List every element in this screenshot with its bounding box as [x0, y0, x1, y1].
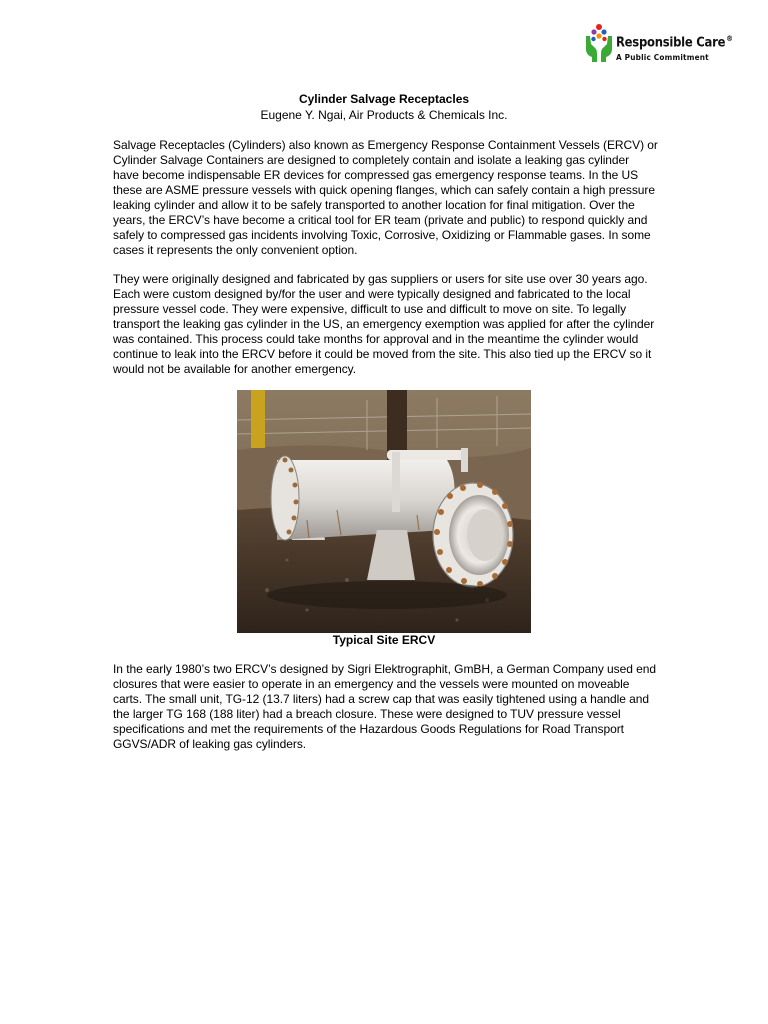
document-title: Cylinder Salvage Receptacles: [298, 92, 470, 106]
registered-mark: ®: [726, 34, 733, 43]
logo-title: Responsible Care®: [616, 34, 733, 51]
body-paragraph: They were originally designed and fabricated by gas suppliers or users for site use over 30 years ago. Each were custom designed by/for the user and were typically designed and fabricated to the local pressure vessel code. They were expensive, difficult to use and difficult to move on site. To legally transport the leaking gas cylinder in the US, an emergency exemption was applied for after the cylinder was contained. This process could take months for approval and in the meantime the cylinder would continue to leak into the ERCV before it could be moved from the site. This also tied up the ERCV so it would not be available for another emergency.: [113, 272, 655, 376]
document-author: Eugene Y. Ngai, Air Products & Chemicals Inc.: [260, 108, 508, 122]
responsible-care-logo: [584, 22, 744, 68]
figure-caption: Typical Site ERCV: [332, 633, 436, 647]
logo-tagline: A Public Commitment: [616, 53, 709, 62]
responsible-care-hands-icon: [584, 22, 614, 64]
body-paragraph: In the early 1980’s two ERCV’s designed by Sigri Elektrographit, GmBH, a German Company used end closures that were easier to operate in an emergency and the vessels were mounted on moveable carts. The small unit, TG-12 (13.7 liters) had a screw cap that was easily tightened using a handle and the larger TG 168 (188 liter) had a breach closure. These were designed to TUV pressure vessel specifications and met the requirements of the Hazardous Goods Regulations for Road Transport GGVS/ADR of leaking gas cylinders.: [113, 662, 657, 751]
ercv-photo: [237, 390, 531, 633]
body-paragraph: Salvage Receptacles (Cylinders) also known as Emergency Response Containment Vessels (ERCV) or Cylinder Salvage Containers are designed to completely contain and isolate a leaking gas cylinder have become indispensable ER devices for compressed gas emergency response teams. In the US these are ASME pressure vessels with quick opening flanges, which can safely contain a high pressure leaking cylinder and allow it to be safely transported to another location for final mitigation. Over the years, the ERCV’s have become a critical tool for ER team (private and public) to respond quickly and safely to compressed gas incidents involving Toxic, Corrosive, Oxidizing or Flammable gases. In some cases it represents the only convenient option.: [113, 138, 658, 257]
